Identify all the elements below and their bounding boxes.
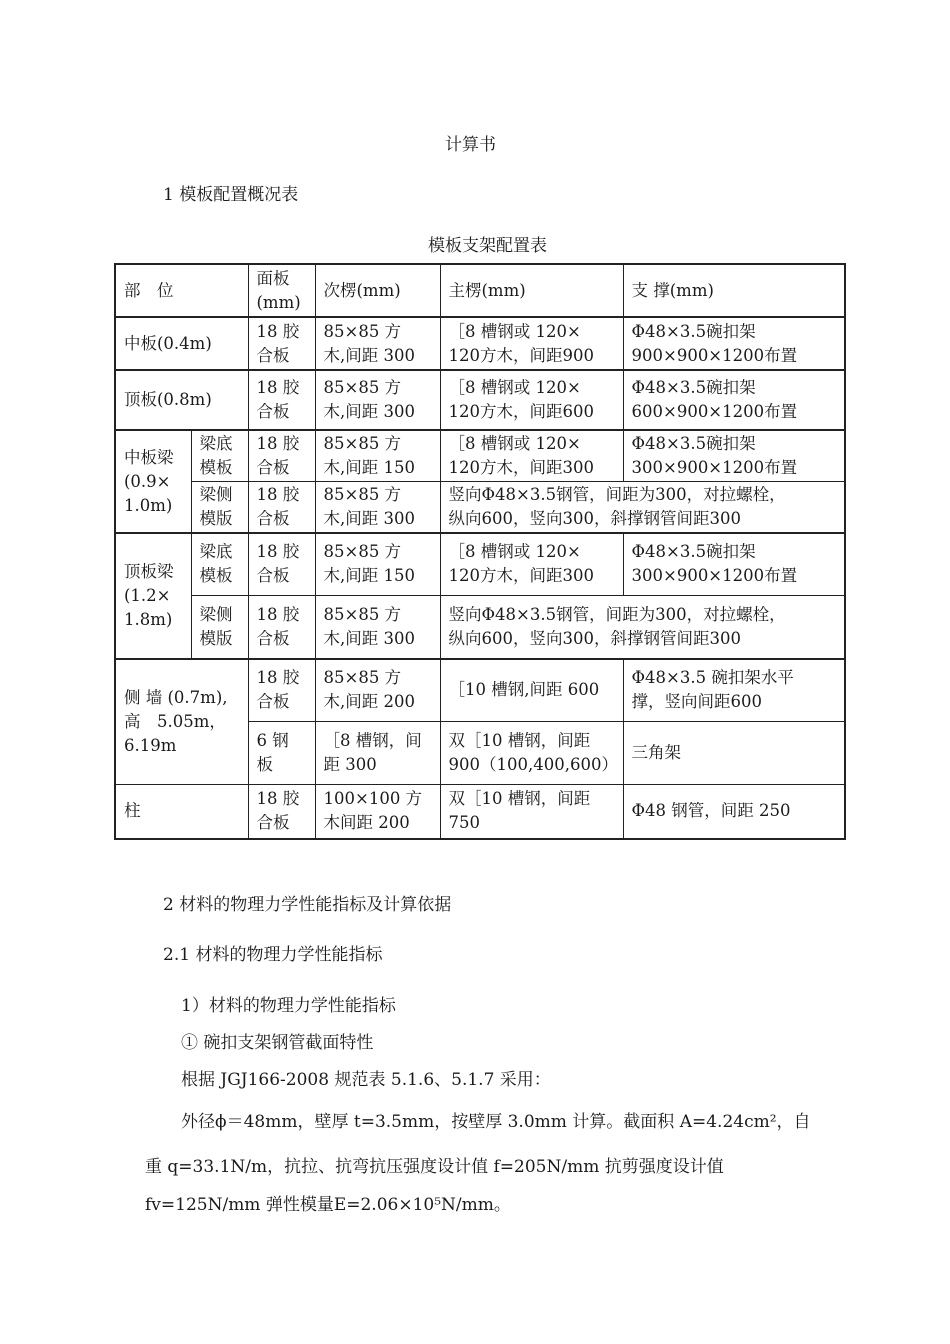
header-panel: 面板 (mm)	[248, 264, 315, 317]
cell-main: ［8 槽钢或 120× 120方木，间距300	[440, 430, 623, 481]
table-header-row	[115, 264, 845, 317]
cell-secondary: 85×85 方 木,间距 150	[315, 430, 440, 481]
cell-panel: 6 钢 板	[248, 721, 315, 784]
cell-secondary: 85×85 方 木,间距 150	[315, 533, 440, 595]
cell-sub: 梁侧 模版	[191, 595, 248, 659]
cell-part: 顶板(0.8m)	[115, 370, 248, 430]
cell-panel: 18 胶 合板	[248, 595, 315, 659]
table-row	[115, 481, 845, 533]
cell-main: 双［10 槽钢，间距 900（100,400,600）	[440, 721, 623, 784]
cell-support: Φ48×3.5碗扣架 600×900×1200布置	[623, 370, 845, 430]
header-support: 支 撑(mm)	[623, 264, 845, 317]
table-row	[115, 430, 845, 481]
cell-sub: 梁底 模板	[191, 430, 248, 481]
section-heading-1: 1 模板配置概况表	[163, 185, 299, 205]
section-heading-2-1: 2.1 材料的物理力学性能指标	[163, 945, 383, 965]
cell-panel: 18 胶 合板	[248, 370, 315, 430]
cell-main: ［8 槽钢或 120× 120方木，间距300	[440, 533, 623, 595]
cell-support: 三角架	[623, 721, 845, 784]
cell-panel: 18 胶 合板	[248, 481, 315, 533]
cell-secondary: ［8 槽钢，间 距 300	[315, 721, 440, 784]
cell-secondary: 85×85 方 木,间距 300	[315, 317, 440, 370]
paragraph-line-1: 外径ϕ＝48mm，壁厚 t=3.5mm，按壁厚 3.0mm 计算。截面积 A=4.24cm²，自	[181, 1112, 811, 1132]
header-part: 部 位	[115, 264, 248, 317]
cell-panel: 18 胶 合板	[248, 784, 315, 839]
cell-secondary: 85×85 方 木,间距 300	[315, 370, 440, 430]
cell-sub: 梁侧 模版	[191, 481, 248, 533]
cell-main: ［10 槽钢,间距 600	[440, 659, 623, 721]
cell-merged: 竖向Φ48×3.5钢管，间距为300，对拉螺栓， 纵向600，竖向300，斜撑钢管间距300	[440, 595, 845, 659]
table-row	[115, 784, 845, 839]
cell-main: ［8 槽钢或 120× 120方木，间距600	[440, 370, 623, 430]
header-main: 主楞(mm)	[440, 264, 623, 317]
cell-panel: 18 胶 合板	[248, 430, 315, 481]
section-heading-2: 2 材料的物理力学性能指标及计算依据	[163, 895, 452, 915]
cell-secondary: 85×85 方 木,间距 300	[315, 481, 440, 533]
cell-part: 侧 墙 (0.7m), 高 5.05m， 6.19m	[115, 659, 248, 784]
document-title: 计算书	[445, 135, 496, 155]
formwork-config-table	[114, 263, 846, 840]
cell-merged: 竖向Φ48×3.5钢管，间距为300，对拉螺栓， 纵向600，竖向300，斜撑钢管间距300	[440, 481, 845, 533]
cell-support: Φ48×3.5 碗扣架水平 撑，竖向间距600	[623, 659, 845, 721]
cell-secondary: 85×85 方 木,间距 200	[315, 659, 440, 721]
paragraph-line-3: fv=125N/mm 弹性模量E=2.06×10⁵N/mm。	[145, 1195, 511, 1215]
list-item-1: 1）材料的物理力学性能指标	[181, 996, 396, 1016]
cell-panel: 18 胶 合板	[248, 533, 315, 595]
cell-main: 双［10 槽钢，间距 750	[440, 784, 623, 839]
table-caption: 模板支架配置表	[428, 236, 547, 256]
list-item-1-1: ① 碗扣支架钢管截面特性	[181, 1033, 374, 1053]
cell-panel: 18 胶 合板	[248, 659, 315, 721]
table-row	[115, 595, 845, 659]
cell-support: Φ48×3.5碗扣架 300×900×1200布置	[623, 430, 845, 481]
cell-secondary: 85×85 方 木,间距 300	[315, 595, 440, 659]
table-row	[115, 533, 845, 595]
cell-sub: 梁底 模板	[191, 533, 248, 595]
paragraph-line-2: 重 q=33.1N/m，抗拉、抗弯抗压强度设计值 f=205N/mm 抗剪强度设计值	[145, 1157, 724, 1177]
cell-panel: 18 胶 合板	[248, 317, 315, 370]
cell-support: Φ48×3.5碗扣架 900×900×1200布置	[623, 317, 845, 370]
table-row	[115, 317, 845, 370]
cell-group: 中板梁 (0.9× 1.0m)	[115, 430, 191, 533]
cell-part: 中板(0.4m)	[115, 317, 248, 370]
cell-support: Φ48 钢管，间距 250	[623, 784, 845, 839]
cell-support: Φ48×3.5碗扣架 300×900×1200布置	[623, 533, 845, 595]
table-row	[115, 659, 845, 721]
cell-main: ［8 槽钢或 120× 120方木，间距900	[440, 317, 623, 370]
cell-group: 顶板梁 (1.2× 1.8m)	[115, 533, 191, 659]
cell-part: 柱	[115, 784, 248, 839]
basis-line: 根据 JGJ166-2008 规范表 5.1.6、5.1.7 采用：	[181, 1070, 551, 1090]
cell-secondary: 100×100 方 木间距 200	[315, 784, 440, 839]
header-secondary: 次楞(mm)	[315, 264, 440, 317]
table-row	[115, 370, 845, 430]
